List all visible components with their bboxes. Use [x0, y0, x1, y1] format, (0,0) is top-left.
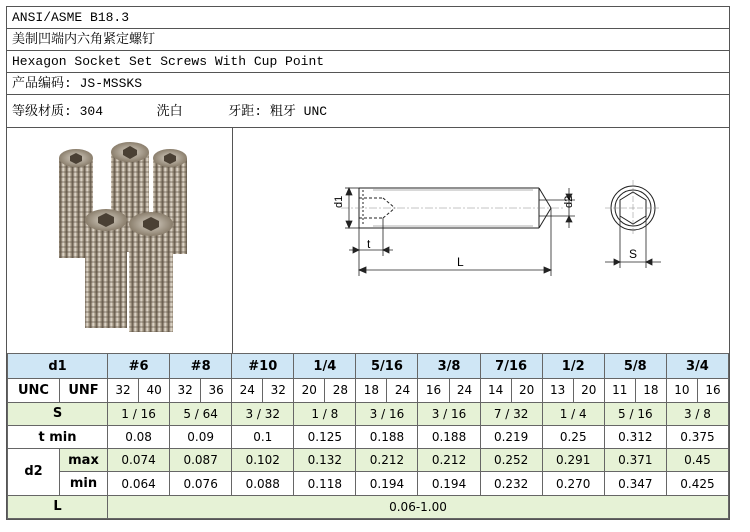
size-cell: 1/2	[542, 354, 604, 379]
unf-cell: 18	[635, 379, 666, 402]
unc-cell: 32	[108, 379, 139, 402]
t-cell: 0.219	[480, 425, 542, 448]
d2-max-cell: 0.212	[418, 449, 480, 472]
d2-max-cell: 0.132	[294, 449, 356, 472]
unf-cell: 36	[201, 379, 232, 402]
unf-cell: 28	[325, 379, 356, 402]
d2-max-row	[8, 449, 729, 472]
t-cell: 0.125	[294, 425, 356, 448]
s-cell: 3 / 32	[232, 402, 294, 425]
s-cell: 1 / 4	[542, 402, 604, 425]
technical-drawing-svg	[233, 128, 729, 353]
unf-cell: 24	[387, 379, 418, 402]
d2-max-cell: 0.102	[232, 449, 294, 472]
material-row	[7, 95, 729, 128]
d2-min-cell: 0.194	[356, 472, 418, 495]
t-cell: 0.25	[542, 425, 604, 448]
t-cell: 0.08	[108, 425, 170, 448]
s-label: S	[8, 402, 108, 425]
l-row	[8, 495, 729, 518]
material-text: 等级材质: 304	[12, 104, 104, 119]
size-cell: 7/16	[480, 354, 542, 379]
t-cell: 0.375	[666, 425, 728, 448]
product-photo	[7, 128, 233, 353]
t-cell: 0.09	[170, 425, 232, 448]
d2-min-cell: 0.270	[542, 472, 604, 495]
s-cell: 5 / 16	[604, 402, 666, 425]
unf-cell: 16	[697, 379, 728, 402]
s-cell: 1 / 8	[294, 402, 356, 425]
size-cell: 3/4	[666, 354, 728, 379]
header-d1: d1	[8, 354, 108, 379]
unf-cell: 40	[139, 379, 170, 402]
d2-label: d2	[8, 449, 60, 496]
unf-cell: 32	[263, 379, 294, 402]
end-view	[605, 180, 661, 236]
label-L: L	[457, 255, 464, 269]
t-cell: 0.188	[356, 425, 418, 448]
s-cell: 5 / 64	[170, 402, 232, 425]
size-cell: 5/16	[356, 354, 418, 379]
s-cell: 1 / 16	[108, 402, 170, 425]
unc-cell: 10	[666, 379, 697, 402]
s-cell: 3 / 8	[666, 402, 728, 425]
unc-cell: 18	[356, 379, 387, 402]
table-header-row	[8, 354, 729, 379]
unc-cell: 11	[604, 379, 635, 402]
d2-max-cell: 0.371	[604, 449, 666, 472]
unc-label: UNC	[8, 379, 60, 402]
s-row	[8, 402, 729, 425]
name-cn-row	[7, 29, 729, 51]
d2-min-cell: 0.088	[232, 472, 294, 495]
unf-cell: 20	[573, 379, 604, 402]
d2-min-cell: 0.064	[108, 472, 170, 495]
screw-front-left	[85, 209, 127, 328]
finish-text: 洗白	[156, 104, 183, 119]
screw-front-right	[129, 212, 173, 332]
t-cell: 0.1	[232, 425, 294, 448]
standard-text: ANSI/ASME B18.3	[12, 10, 130, 25]
max-label: max	[60, 449, 108, 472]
label-t: t	[367, 237, 371, 251]
l-range-cell: 0.06-1.00	[108, 495, 729, 518]
l-label: L	[8, 495, 108, 518]
d2-min-cell: 0.347	[604, 472, 666, 495]
unc-cell: 14	[480, 379, 511, 402]
unf-cell: 24	[449, 379, 480, 402]
t-cell: 0.188	[418, 425, 480, 448]
standard-row	[7, 7, 729, 29]
s-cell: 3 / 16	[418, 402, 480, 425]
side-view	[341, 188, 563, 228]
screws-photo-illustration	[7, 128, 232, 353]
unc-cell: 24	[232, 379, 263, 402]
L-dimension	[359, 208, 551, 276]
name-cn-text: 美制凹端内六角紧定螺钉	[12, 32, 156, 47]
size-cell: #8	[170, 354, 232, 379]
d2-min-cell: 0.194	[418, 472, 480, 495]
size-cell: #6	[108, 354, 170, 379]
image-area	[7, 128, 729, 354]
d2-min-cell: 0.232	[480, 472, 542, 495]
unf-cell: 20	[511, 379, 542, 402]
thread-pitch-row	[8, 379, 729, 402]
min-label: min	[60, 472, 108, 495]
t-row	[8, 425, 729, 448]
t-dimension	[349, 218, 393, 256]
d2-max-cell: 0.291	[542, 449, 604, 472]
spec-sheet	[6, 6, 730, 520]
product-code-text: 产品编码: JS-MSSKS	[12, 76, 143, 91]
d2-min-cell: 0.118	[294, 472, 356, 495]
label-S: S	[629, 247, 638, 261]
label-d2: d2	[563, 195, 575, 208]
technical-drawing	[233, 128, 729, 353]
product-code-row	[7, 73, 729, 95]
d2-min-cell: 0.076	[170, 472, 232, 495]
size-cell: 1/4	[294, 354, 356, 379]
d2-min-row	[8, 472, 729, 495]
unf-label: UNF	[60, 379, 108, 402]
name-en-text: Hexagon Socket Set Screws With Cup Point	[12, 54, 325, 69]
name-en-row	[7, 51, 729, 73]
unc-cell: 20	[294, 379, 325, 402]
t-cell: 0.312	[604, 425, 666, 448]
d2-max-cell: 0.252	[480, 449, 542, 472]
d2-max-cell: 0.087	[170, 449, 232, 472]
d2-max-cell: 0.074	[108, 449, 170, 472]
s-cell: 7 / 32	[480, 402, 542, 425]
d2-min-cell: 0.425	[666, 472, 728, 495]
size-cell: 5/8	[604, 354, 666, 379]
unc-cell: 13	[542, 379, 573, 402]
unc-cell: 16	[418, 379, 449, 402]
thread-text: 牙距: 粗牙 UNC	[228, 104, 328, 119]
size-cell: #10	[232, 354, 294, 379]
unc-cell: 32	[170, 379, 201, 402]
d2-max-cell: 0.45	[666, 449, 728, 472]
label-d1: d1	[333, 195, 345, 208]
t-label: t min	[8, 425, 108, 448]
s-cell: 3 / 16	[356, 402, 418, 425]
spec-table	[7, 353, 729, 519]
size-cell: 3/8	[418, 354, 480, 379]
d2-max-cell: 0.212	[356, 449, 418, 472]
